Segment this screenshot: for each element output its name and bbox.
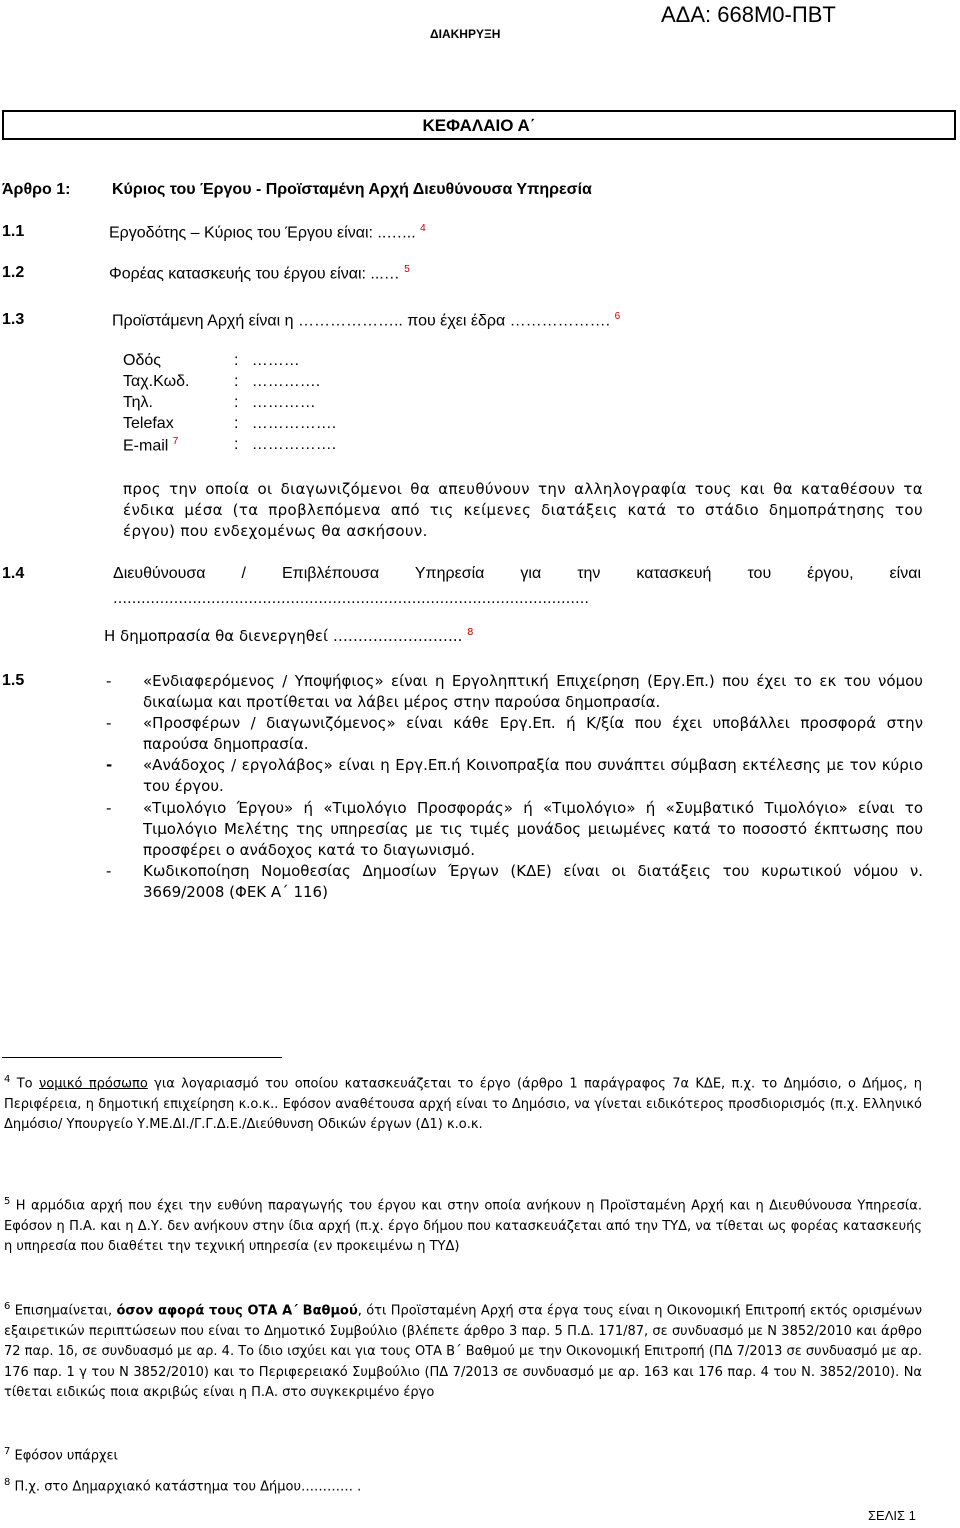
- auction-location-label: Η δημοπρασία θα διενεργηθεί ……………………..: [104, 627, 463, 645]
- address-fax-label: Telefax: [123, 415, 174, 432]
- legal-entity-term: νομικό πρόσωπο: [38, 1076, 148, 1092]
- definition-interested-party: «Ενδιαφερόμενος / Υποψήφιος» είναι η Εργοληπτική Επιχείρηση (Εργ.Επ.) που έχει το εκ του νόμου δικαίωμα και προτίθεται να λάβει μέρος στην παρούσα δημοπρασία.: [143, 672, 923, 711]
- address-street-value: : ………: [234, 352, 300, 369]
- address-fax-value: : …………….: [234, 415, 337, 432]
- address-phone-value: : …………: [234, 394, 316, 411]
- definition-price-list: «Τιμολόγιο Έργου» ή «Τιμολόγιο Προσφοράς» ή «Τιμολόγιο» ή «Συμβατικό Τιμολόγιο» είναι το Τιμολόγιο Μελέτης της υπηρεσίας με τις τιμές μονάδος μειωμένες κατά το ποσοστό έκπτωσης που προσφέρει ο ανάδοχος κατά το διαγωνισμό.: [143, 799, 923, 859]
- definition-kde: Κωδικοποίηση Νομοθεσίας Δημοσίων Έργων (ΚΔΕ) είναι οι διατάξεις του κυρωτικού νόμου ν. 3669/2008 (ΦΕΚ Α΄ 116): [143, 862, 923, 901]
- address-phone-label: Τηλ.: [123, 394, 153, 411]
- footnote-ref-5[interactable]: 5: [404, 264, 410, 275]
- article-title: Κύριος του Έργου - Προϊσταμένη Αρχή Διευθύνουσα Υπηρεσία: [112, 181, 592, 198]
- chapter-title: ΚΕΦΑΛΑΙΟ Α΄: [422, 116, 536, 135]
- bullet-dash: -: [106, 799, 112, 817]
- footnote-7: $^7$ Εφόσον υπάρχει: [4, 1446, 118, 1464]
- article-label: Άρθρο 1:: [2, 181, 71, 198]
- auction-location-line: [104, 627, 474, 645]
- address-email-value: : …………….: [234, 436, 337, 453]
- footnote-ref-6[interactable]: 6: [614, 311, 621, 322]
- footnote-separator: [2, 1057, 282, 1058]
- item-1-4-text: Διευθύνουσα / Επιβλέπουσα Υπηρεσία για την κατασκευή του έργου, είναι: [113, 565, 921, 582]
- footnote-4: $^4$ Το νομικό πρόσωπο για λογαριασμό του οποίου κατασκευάζεται το έργο (άρθρο 1 παράγραφος 7α ΚΔΕ, π.χ. το Δημόσιο, ο Δήμος, η Περιφέρεια, η δημοτική επιχείρηση κ.ο.κ.. Εφόσον αναθέτουσα αρχή είναι το Δημόσιο, να γίνεται ειδικότερος προσδιορισμός (π.χ. Ελληνικό Δημόσιο/ Υπουργείο Υ.ΜΕ.ΔΙ./Γ.Γ.Δ.Ε./Διεύθυνση Οδικών έργων (Δ1) κ.ο.κ.: [4, 1074, 923, 1133]
- footnote-5: $^5$ Η αρμόδια αρχή που έχει την ευθύνη παραγωγής του έργου και στην οποία ανήκουν η Προϊσταμένη Αρχή και η Διευθύνουσα Υπηρεσία. Εφόσον η Π.Α. και η Δ.Υ. δεν ανήκουν στην ίδια αρχή (π.χ. έργο δήμου που κατασκευάζεται από την ΤΥΔ, να τίθεται ως φορέας κατασκευής η υπηρεσία που διαθέτει την τεχνική υπηρεσία (εν προκειμένω η ΤΥΔ): [4, 1196, 922, 1255]
- item-1-4-number: 1.4: [2, 565, 25, 582]
- item-1-2-label: Φορέας κατασκευής του έργου είναι: ...…: [109, 265, 400, 283]
- address-email-label: E-mail $^7$: [123, 436, 179, 455]
- footnote-5-number: 5: [4, 1196, 11, 1207]
- footnote-6-emphasis: όσον αφορά τους ΟΤΑ Α΄ Βαθμού: [116, 1303, 358, 1319]
- bullet-dash: -: [106, 756, 113, 774]
- footnote-ref-8[interactable]: 8: [467, 627, 474, 638]
- page-number: ΣΕΛΙΣ 1: [868, 1508, 916, 1523]
- item-1-1-label: Εργοδότης – Κύριος του Έργου είναι: ..…...: [109, 224, 416, 242]
- item-1-3-label: Προϊστάμενη Αρχή είναι η ……………….. που έχει έδρα ……………….: [112, 312, 611, 330]
- item-1-3-text: [112, 311, 620, 330]
- paragraph-correspondence: προς την οποία οι διαγωνιζόμενοι θα απευθύνουν την αλληλογραφία τους και θα καταθέσουν τα ένδικα μέσα (τα προβλεπόμενα από τις κείμενες διατάξεις κατά το στάδιο δημοπράτησης του έργου) που ενδεχομένως θα ασκήσουν.: [123, 480, 923, 540]
- definition-contractor: «Ανάδοχος / εργολάβος» είναι η Εργ.Επ.ή Κοινοπραξία που συνάπτει σύμβαση εκτέλεσης με τον κύριο του έργου.: [143, 756, 923, 795]
- address-postcode-value: : ………….: [234, 373, 321, 390]
- footnote-ref-4[interactable]: 4: [420, 223, 426, 234]
- footnote-7-number: 7: [4, 1446, 11, 1457]
- definition-bidder: «Προσφέρων / διαγωνιζόμενος» είναι κάθε Εργ.Επ. ή Κ/ξία που έχει υποβάλλει προσφορά στην παρούσα δημοπρασία.: [143, 714, 923, 753]
- address-street-label: Οδός: [123, 352, 161, 369]
- bullet-dash: -: [106, 672, 112, 690]
- footnote-6: $^6$ Επισημαίνεται, όσον αφορά τους ΟΤΑ Α΄ Βαθμού, ότι Προϊσταμένη Αρχή στα έργα τους είναι η Οικονομική Επιτροπή εκτός ορισμένων εξαιρετικών περιπτώσεων που είναι το Δημοτικό Συμβούλιο (βλέπετε άρθρο 3 παρ. 5 Π.Δ. 171/87, σε συνδυασμό με Ν 3852/2010 και άρθρο 72 παρ. 1δ, σε συνδυασμό με αρ. 4. Το ίδιο ισχύει και για τους ΟΤΑ Β΄ Βαθμού με την Οικονομική Επιτροπή (ΠΔ 7/2013 σε συνδυασμό με αρ. 176 παρ. 1 γ του Ν 3852/2010) και το Περιφερειακό Συμβούλιο (ΠΔ 7/2013 σε συνδυασμό με αρ. 163 και 176 παρ. 4 του Ν. 3852/2010). Να τίθεται ειδικώς ποια ακριβώς είναι η Π.Α. στο συγκεκριμένο έργο: [4, 1301, 922, 1401]
- footnote-8-number: 8: [4, 1477, 11, 1488]
- bullet-dash: -: [106, 714, 112, 732]
- address-postcode-label: Ταχ.Κωδ.: [123, 373, 190, 390]
- footnote-6-number: 6: [4, 1301, 11, 1312]
- bullet-dash: -: [106, 862, 112, 880]
- item-1-3-number: 1.3: [2, 311, 25, 328]
- footnote-ref-7[interactable]: 7: [172, 436, 179, 447]
- item-1-1-text: [109, 223, 426, 242]
- document-type-label: ΔΙΑΚΗΡΥΞΗ: [430, 27, 501, 41]
- item-1-2-number: 1.2: [2, 264, 25, 281]
- footnote-4-number: 4: [4, 1074, 11, 1085]
- item-1-2-text: [109, 264, 410, 283]
- ada-code: ΑΔΑ: 668Μ0-ΠΒΤ: [661, 2, 836, 27]
- item-1-4-dots: …………………………………………………………………………………………: [113, 591, 589, 607]
- footnote-8: $^8$ Π.χ. στο Δημαρχιακό κατάστημα του Δήμου………… .: [4, 1477, 362, 1495]
- item-1-1-number: 1.1: [2, 223, 25, 240]
- chapter-box: [2, 110, 956, 140]
- item-1-5-number: 1.5: [2, 672, 25, 689]
